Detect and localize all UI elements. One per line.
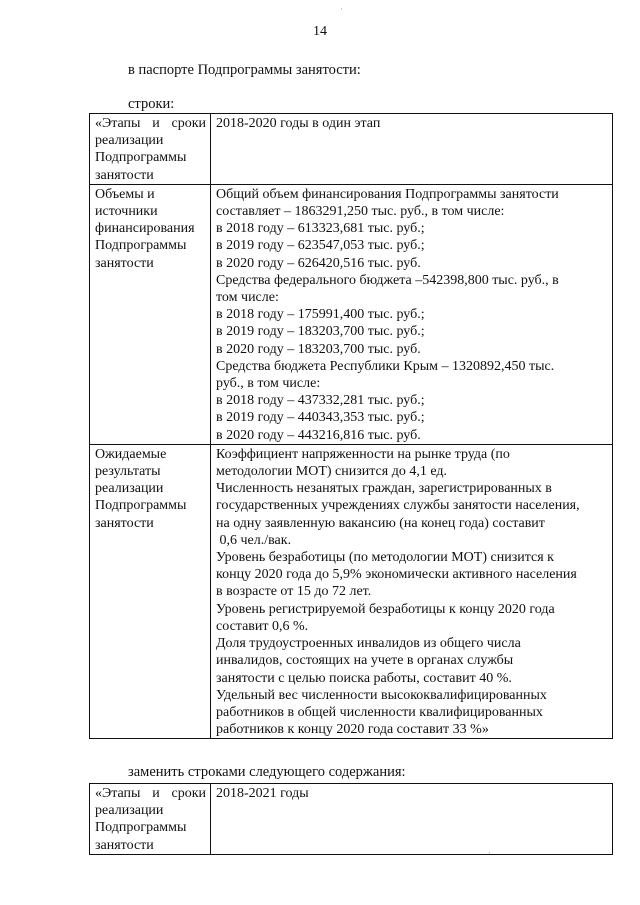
expected-value-line: работников в общей численности квалифицированных xyxy=(216,704,543,720)
financing-value-line: в 2019 году – 623547,053 тыс. руб.; xyxy=(216,238,425,254)
expected-value-line: государственных учреждениях службы занятости населения, xyxy=(216,498,580,514)
financing-value-line: в 2019 году – 440343,353 тыс. руб.; xyxy=(216,410,425,426)
expected-label-line: реализации xyxy=(95,481,164,497)
financing-value-line: Средства федерального бюджета –542398,800 тыс. руб., в xyxy=(216,272,559,288)
expected-value-line: концу 2020 года до 5,9% экономически активного населения xyxy=(216,567,577,583)
page-number: 14 xyxy=(313,24,327,39)
financing-label-line: финансирования xyxy=(95,221,195,237)
expected-label-line: занятости xyxy=(95,515,154,531)
new-stages-row xyxy=(90,784,613,855)
expected-value-line: на одну заявленную вакансию (на конец года) составит xyxy=(216,515,545,531)
financing-label-cell xyxy=(90,184,211,444)
intro-line: в паспорте Подпрограммы занятости: xyxy=(128,62,361,78)
financing-value-line: в 2018 году – 175991,400 тыс. руб.; xyxy=(216,307,425,323)
stages-row xyxy=(90,114,613,185)
new-stages-label-line: Подпрограммы xyxy=(95,820,187,836)
stages-label-cell xyxy=(90,114,211,185)
expected-value-cell xyxy=(211,444,613,738)
scan-speck: · xyxy=(488,848,491,858)
old-rows-table xyxy=(89,113,613,739)
expected-value-line: Уровень безработицы (по методологии МОТ) снизится к xyxy=(216,550,554,566)
scan-speck: · xyxy=(340,4,343,14)
expected-value-line: Доля трудоустроенных инвалидов из общего числа xyxy=(216,636,521,652)
financing-value-line: Средства бюджета Республики Крым – 1320892,450 тыс. xyxy=(216,358,555,374)
financing-value-line: в 2018 году – 437332,281 тыс. руб.; xyxy=(216,393,425,409)
expected-label-line: Подпрограммы xyxy=(95,498,187,514)
stages-label-line: реализации xyxy=(95,133,164,149)
stages-label-line: Подпрограммы xyxy=(95,150,187,166)
expected-value-line: методологии МОТ) снизится до 4,1 ед. xyxy=(216,464,447,480)
expected-value-line: составит 0,6 %. xyxy=(216,618,309,634)
expected-label-cell xyxy=(90,444,211,738)
expected-value-line: работников к концу 2020 года составит 33 %» xyxy=(216,722,489,738)
expected-label-line: Ожидаемые xyxy=(95,446,167,462)
financing-value-line: Общий объем финансирования Подпрограммы занятости xyxy=(216,186,559,202)
financing-value-line: в 2019 году – 183203,700 тыс. руб.; xyxy=(216,324,425,340)
replace-line: заменить строками следующего содержания: xyxy=(128,764,406,780)
new-stages-label-line: «Этапы и сроки xyxy=(95,786,206,801)
financing-value-cell xyxy=(211,184,613,444)
financing-value-line: в 2020 году – 443216,816 тыс. руб. xyxy=(216,427,421,443)
financing-value-line: руб., в том числе: xyxy=(216,376,321,392)
financing-value-line: том числе: xyxy=(216,290,279,306)
financing-value-line: составляет – 1863291,250 тыс. руб., в том числе: xyxy=(216,204,505,220)
stages-label-line: «Этапы и сроки xyxy=(95,116,206,131)
stages-label-line: занятости xyxy=(95,167,154,183)
rows-label: строки: xyxy=(128,96,175,112)
expected-value-line: Коэффициент напряженности на рынке труда (по xyxy=(216,446,510,462)
new-stages-label-cell xyxy=(90,784,211,855)
expected-label-line: результаты xyxy=(95,464,161,480)
stages-value-cell xyxy=(211,114,613,185)
expected-results-row xyxy=(90,444,613,738)
financing-value-line: в 2020 году – 626420,516 тыс. руб. xyxy=(216,255,421,271)
financing-label-line: Объемы и xyxy=(95,186,155,202)
new-stages-value-line: 2018-2021 годы xyxy=(216,786,309,801)
expected-value-line: в возрасте от 15 до 72 лет. xyxy=(216,584,372,600)
new-stages-value-cell xyxy=(211,784,613,855)
financing-label-line: занятости xyxy=(95,255,154,271)
expected-value-line: Удельный вес численности высококвалифицированных xyxy=(216,687,547,703)
expected-value-line: занятости с целью поиска работы, составит 40 %. xyxy=(216,670,512,686)
expected-value-line: Численность незанятых граждан, зарегистрированных в xyxy=(216,481,552,497)
expected-value-line: 0,6 чел./вак. xyxy=(216,532,292,548)
financing-row xyxy=(90,184,613,444)
expected-value-line: Уровень регистрируемой безработицы к концу 2020 года xyxy=(216,601,555,617)
new-rows-table xyxy=(89,783,613,855)
financing-label-line: Подпрограммы xyxy=(95,238,187,254)
financing-label-line: источники xyxy=(95,204,158,220)
new-stages-label-line: реализации xyxy=(95,803,164,819)
new-stages-label-line: занятости xyxy=(95,837,154,853)
financing-value-line: в 2020 году – 183203,700 тыс. руб. xyxy=(216,341,421,357)
stages-value-line: 2018-2020 годы в один этап xyxy=(216,116,381,131)
financing-value-line: в 2018 году – 613323,681 тыс. руб.; xyxy=(216,221,425,237)
expected-value-line: инвалидов, состоящих на учете в органах службы xyxy=(216,653,514,669)
